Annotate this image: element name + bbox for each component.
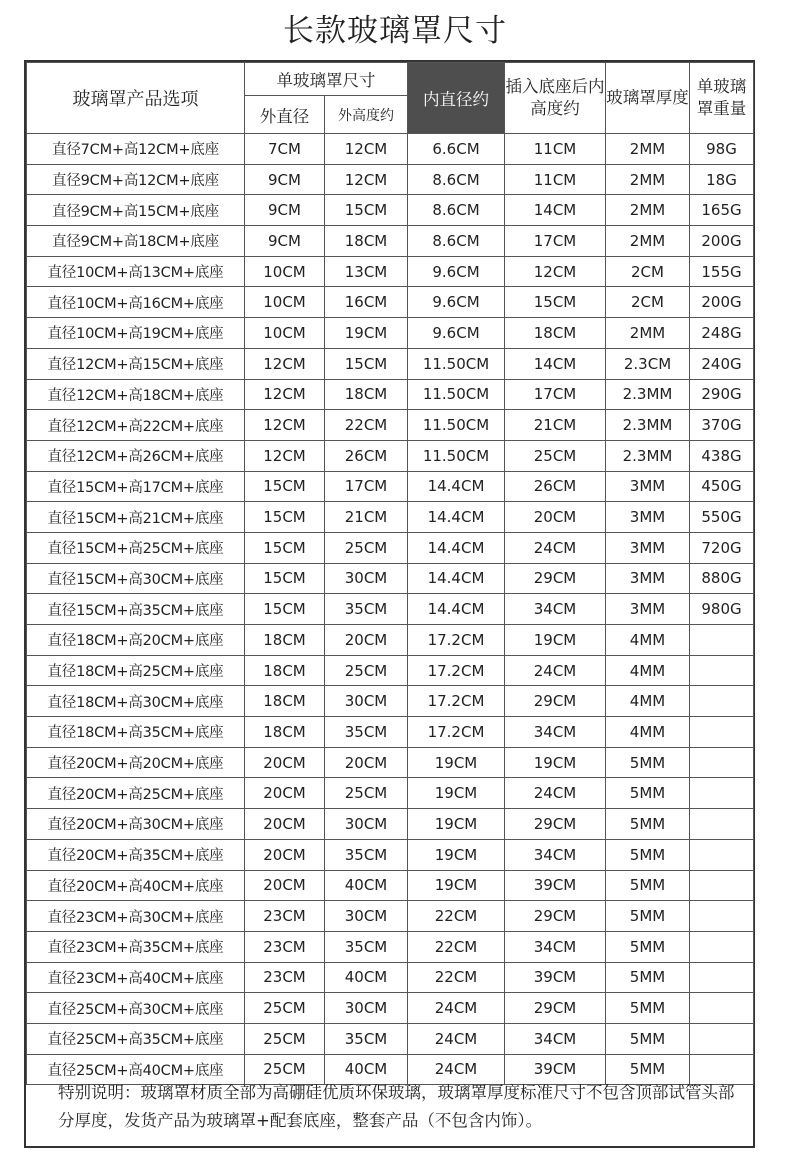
header-inner-height: 插入底座后内高度约 xyxy=(505,63,606,134)
header-weight: 单玻璃罩重量 xyxy=(690,63,754,134)
weight-cell xyxy=(690,686,754,717)
inner-height-cell: 26CM xyxy=(505,471,606,502)
table-row xyxy=(27,502,754,533)
inner-height-cell: 24CM xyxy=(505,778,606,809)
thickness-cell: 2MM xyxy=(606,226,690,257)
inner-height-cell: 29CM xyxy=(505,901,606,932)
option-cell: 直径7CM+高12CM+底座 xyxy=(27,134,245,165)
weight-cell: 450G xyxy=(690,471,754,502)
outer-height-cell: 30CM xyxy=(325,809,408,840)
inner-diameter-cell: 22CM xyxy=(408,901,505,932)
thickness-cell: 2CM xyxy=(606,287,690,318)
outer-height-cell: 35CM xyxy=(325,839,408,870)
option-cell: 直径9CM+高15CM+底座 xyxy=(27,195,245,226)
thickness-cell: 3MM xyxy=(606,594,690,625)
thickness-cell: 2MM xyxy=(606,195,690,226)
table-row xyxy=(27,655,754,686)
table-row xyxy=(27,134,754,165)
outer-height-cell: 30CM xyxy=(325,563,408,594)
table-row xyxy=(27,532,754,563)
thickness-cell: 5MM xyxy=(606,931,690,962)
option-cell: 直径25CM+高35CM+底座 xyxy=(27,1023,245,1054)
outer-diameter-cell: 20CM xyxy=(245,778,325,809)
weight-cell: 240G xyxy=(690,348,754,379)
outer-diameter-cell: 12CM xyxy=(245,379,325,410)
inner-height-cell: 14CM xyxy=(505,195,606,226)
weight-cell: 550G xyxy=(690,502,754,533)
option-cell: 直径12CM+高15CM+底座 xyxy=(27,348,245,379)
page-title: 长款玻璃罩尺寸 xyxy=(283,13,507,49)
outer-height-cell: 35CM xyxy=(325,1023,408,1054)
thickness-cell: 4MM xyxy=(606,686,690,717)
weight-cell xyxy=(690,1023,754,1054)
inner-diameter-cell: 17.2CM xyxy=(408,655,505,686)
table-row xyxy=(27,778,754,809)
outer-height-cell: 16CM xyxy=(325,287,408,318)
inner-height-cell: 34CM xyxy=(505,594,606,625)
inner-height-cell: 12CM xyxy=(505,256,606,287)
option-cell: 直径23CM+高40CM+底座 xyxy=(27,962,245,993)
thickness-cell: 2MM xyxy=(606,134,690,165)
outer-diameter-cell: 20CM xyxy=(245,809,325,840)
outer-height-cell: 35CM xyxy=(325,931,408,962)
inner-diameter-cell: 8.6CM xyxy=(408,164,505,195)
outer-diameter-cell: 7CM xyxy=(245,134,325,165)
inner-diameter-cell: 14.4CM xyxy=(408,502,505,533)
inner-diameter-cell: 24CM xyxy=(408,993,505,1024)
thickness-cell: 4MM xyxy=(606,717,690,748)
outer-height-cell: 18CM xyxy=(325,379,408,410)
table-row xyxy=(27,870,754,901)
outer-height-cell: 20CM xyxy=(325,625,408,656)
table-row xyxy=(27,686,754,717)
table-row xyxy=(27,195,754,226)
option-cell: 直径15CM+高25CM+底座 xyxy=(27,532,245,563)
thickness-cell: 3MM xyxy=(606,502,690,533)
outer-diameter-cell: 18CM xyxy=(245,717,325,748)
outer-diameter-cell: 20CM xyxy=(245,747,325,778)
weight-cell: 248G xyxy=(690,318,754,349)
thickness-cell: 2.3MM xyxy=(606,379,690,410)
inner-diameter-cell: 14.4CM xyxy=(408,471,505,502)
thickness-cell: 4MM xyxy=(606,655,690,686)
inner-diameter-cell: 19CM xyxy=(408,809,505,840)
inner-height-cell: 39CM xyxy=(505,962,606,993)
option-cell: 直径9CM+高12CM+底座 xyxy=(27,164,245,195)
inner-height-cell: 29CM xyxy=(505,686,606,717)
outer-diameter-cell: 18CM xyxy=(245,655,325,686)
thickness-cell: 5MM xyxy=(606,839,690,870)
header-outer-height: 外高度约 xyxy=(325,96,408,134)
inner-height-cell: 39CM xyxy=(505,1054,606,1085)
thickness-cell: 5MM xyxy=(606,1023,690,1054)
option-cell: 直径12CM+高22CM+底座 xyxy=(27,410,245,441)
outer-diameter-cell: 25CM xyxy=(245,1023,325,1054)
inner-height-cell: 18CM xyxy=(505,318,606,349)
outer-diameter-cell: 10CM xyxy=(245,287,325,318)
thickness-cell: 3MM xyxy=(606,563,690,594)
inner-height-cell: 19CM xyxy=(505,625,606,656)
weight-cell: 438G xyxy=(690,440,754,471)
inner-height-cell: 24CM xyxy=(505,532,606,563)
table-row xyxy=(27,256,754,287)
thickness-cell: 4MM xyxy=(606,625,690,656)
thickness-cell: 5MM xyxy=(606,962,690,993)
option-cell: 直径15CM+高35CM+底座 xyxy=(27,594,245,625)
thickness-cell: 3MM xyxy=(606,532,690,563)
outer-diameter-cell: 25CM xyxy=(245,1054,325,1085)
inner-height-cell: 39CM xyxy=(505,870,606,901)
option-cell: 直径15CM+高17CM+底座 xyxy=(27,471,245,502)
outer-diameter-cell: 9CM xyxy=(245,164,325,195)
outer-height-cell: 35CM xyxy=(325,717,408,748)
inner-height-cell: 19CM xyxy=(505,747,606,778)
weight-cell: 720G xyxy=(690,532,754,563)
table-row xyxy=(27,747,754,778)
weight-cell: 370G xyxy=(690,410,754,441)
weight-cell xyxy=(690,809,754,840)
table-row xyxy=(27,410,754,441)
outer-diameter-cell: 12CM xyxy=(245,348,325,379)
header-single-size: 单玻璃罩尺寸 xyxy=(245,63,408,96)
inner-diameter-cell: 19CM xyxy=(408,870,505,901)
table-row xyxy=(27,993,754,1024)
weight-cell xyxy=(690,901,754,932)
option-cell: 直径20CM+高35CM+底座 xyxy=(27,839,245,870)
inner-height-cell: 11CM xyxy=(505,134,606,165)
thickness-cell: 5MM xyxy=(606,901,690,932)
weight-cell xyxy=(690,931,754,962)
inner-height-cell: 29CM xyxy=(505,993,606,1024)
inner-diameter-cell: 19CM xyxy=(408,839,505,870)
thickness-cell: 2.3MM xyxy=(606,410,690,441)
inner-diameter-cell: 22CM xyxy=(408,962,505,993)
outer-diameter-cell: 15CM xyxy=(245,563,325,594)
outer-height-cell: 20CM xyxy=(325,747,408,778)
option-cell: 直径23CM+高35CM+底座 xyxy=(27,931,245,962)
option-cell: 直径9CM+高18CM+底座 xyxy=(27,226,245,257)
table-row xyxy=(27,287,754,318)
option-cell: 直径18CM+高30CM+底座 xyxy=(27,686,245,717)
outer-height-cell: 12CM xyxy=(325,164,408,195)
option-cell: 直径18CM+高20CM+底座 xyxy=(27,625,245,656)
inner-height-cell: 15CM xyxy=(505,287,606,318)
weight-cell xyxy=(690,962,754,993)
inner-height-cell: 17CM xyxy=(505,379,606,410)
option-cell: 直径20CM+高20CM+底座 xyxy=(27,747,245,778)
inner-height-cell: 34CM xyxy=(505,717,606,748)
weight-cell: 200G xyxy=(690,226,754,257)
inner-height-cell: 34CM xyxy=(505,1023,606,1054)
inner-diameter-cell: 19CM xyxy=(408,747,505,778)
inner-diameter-cell: 9.6CM xyxy=(408,256,505,287)
inner-diameter-cell: 9.6CM xyxy=(408,318,505,349)
outer-height-cell: 18CM xyxy=(325,226,408,257)
weight-cell xyxy=(690,839,754,870)
outer-height-cell: 30CM xyxy=(325,993,408,1024)
table-row xyxy=(27,164,754,195)
option-cell: 直径18CM+高25CM+底座 xyxy=(27,655,245,686)
inner-diameter-cell: 17.2CM xyxy=(408,686,505,717)
inner-diameter-cell: 11.50CM xyxy=(408,348,505,379)
outer-diameter-cell: 10CM xyxy=(245,256,325,287)
outer-height-cell: 40CM xyxy=(325,870,408,901)
outer-diameter-cell: 15CM xyxy=(245,532,325,563)
option-cell: 直径12CM+高26CM+底座 xyxy=(27,440,245,471)
option-cell: 直径12CM+高18CM+底座 xyxy=(27,379,245,410)
outer-height-cell: 26CM xyxy=(325,440,408,471)
inner-diameter-cell: 22CM xyxy=(408,931,505,962)
header-inner-diameter: 内直径约 xyxy=(408,63,505,134)
outer-diameter-cell: 23CM xyxy=(245,962,325,993)
inner-diameter-cell: 24CM xyxy=(408,1054,505,1085)
outer-diameter-cell: 9CM xyxy=(245,195,325,226)
outer-height-cell: 19CM xyxy=(325,318,408,349)
weight-cell xyxy=(690,717,754,748)
outer-height-cell: 40CM xyxy=(325,1054,408,1085)
option-cell: 直径15CM+高30CM+底座 xyxy=(27,563,245,594)
table-row xyxy=(27,839,754,870)
inner-diameter-cell: 17.2CM xyxy=(408,717,505,748)
size-table xyxy=(26,62,754,1085)
option-cell: 直径18CM+高35CM+底座 xyxy=(27,717,245,748)
weight-cell: 155G xyxy=(690,256,754,287)
outer-diameter-cell: 15CM xyxy=(245,471,325,502)
table-row xyxy=(27,471,754,502)
outer-diameter-cell: 15CM xyxy=(245,502,325,533)
inner-diameter-cell: 19CM xyxy=(408,778,505,809)
thickness-cell: 5MM xyxy=(606,747,690,778)
weight-cell: 98G xyxy=(690,134,754,165)
outer-height-cell: 15CM xyxy=(325,195,408,226)
thickness-cell: 2MM xyxy=(606,164,690,195)
weight-cell: 200G xyxy=(690,287,754,318)
special-note: 特别说明：玻璃罩材质全部为高硼硅优质环保玻璃，玻璃罩厚度标准尺寸不包含顶部试管头部分厚度，发货产品为玻璃罩+配套底座，整套产品（不包含内饰）。 xyxy=(58,1083,735,1130)
outer-height-cell: 21CM xyxy=(325,502,408,533)
option-cell: 直径25CM+高30CM+底座 xyxy=(27,993,245,1024)
weight-cell xyxy=(690,747,754,778)
thickness-cell: 3MM xyxy=(606,471,690,502)
outer-height-cell: 40CM xyxy=(325,962,408,993)
weight-cell xyxy=(690,993,754,1024)
table-row xyxy=(27,962,754,993)
option-cell: 直径20CM+高40CM+底座 xyxy=(27,870,245,901)
table-row xyxy=(27,717,754,748)
table-row xyxy=(27,625,754,656)
outer-height-cell: 13CM xyxy=(325,256,408,287)
outer-diameter-cell: 25CM xyxy=(245,993,325,1024)
option-cell: 直径10CM+高19CM+底座 xyxy=(27,318,245,349)
option-cell: 直径20CM+高25CM+底座 xyxy=(27,778,245,809)
table-row xyxy=(27,379,754,410)
thickness-cell: 2MM xyxy=(606,318,690,349)
thickness-cell: 5MM xyxy=(606,809,690,840)
inner-height-cell: 34CM xyxy=(505,931,606,962)
thickness-cell: 2.3MM xyxy=(606,440,690,471)
weight-cell: 980G xyxy=(690,594,754,625)
option-cell: 直径25CM+高40CM+底座 xyxy=(27,1054,245,1085)
weight-cell: 18G xyxy=(690,164,754,195)
header-option: 玻璃罩产品选项 xyxy=(27,63,245,134)
outer-height-cell: 30CM xyxy=(325,901,408,932)
outer-diameter-cell: 18CM xyxy=(245,686,325,717)
outer-diameter-cell: 9CM xyxy=(245,226,325,257)
table-row xyxy=(27,809,754,840)
outer-diameter-cell: 12CM xyxy=(245,440,325,471)
thickness-cell: 5MM xyxy=(606,870,690,901)
inner-diameter-cell: 8.6CM xyxy=(408,226,505,257)
outer-diameter-cell: 23CM xyxy=(245,931,325,962)
outer-height-cell: 22CM xyxy=(325,410,408,441)
inner-diameter-cell: 11.50CM xyxy=(408,379,505,410)
outer-height-cell: 25CM xyxy=(325,532,408,563)
thickness-cell: 5MM xyxy=(606,993,690,1024)
option-cell: 直径23CM+高30CM+底座 xyxy=(27,901,245,932)
table-row xyxy=(27,226,754,257)
weight-cell: 290G xyxy=(690,379,754,410)
option-cell: 直径10CM+高13CM+底座 xyxy=(27,256,245,287)
inner-height-cell: 29CM xyxy=(505,563,606,594)
inner-diameter-cell: 9.6CM xyxy=(408,287,505,318)
weight-cell xyxy=(690,655,754,686)
weight-cell: 165G xyxy=(690,195,754,226)
outer-height-cell: 12CM xyxy=(325,134,408,165)
inner-diameter-cell: 11.50CM xyxy=(408,410,505,441)
table-row xyxy=(27,440,754,471)
header-thickness: 玻璃罩厚度 xyxy=(606,63,690,134)
table-row xyxy=(27,1023,754,1054)
table-row xyxy=(27,318,754,349)
inner-diameter-cell: 8.6CM xyxy=(408,195,505,226)
inner-diameter-cell: 14.4CM xyxy=(408,532,505,563)
outer-diameter-cell: 10CM xyxy=(245,318,325,349)
option-cell: 直径20CM+高30CM+底座 xyxy=(27,809,245,840)
outer-height-cell: 30CM xyxy=(325,686,408,717)
inner-height-cell: 24CM xyxy=(505,655,606,686)
outer-diameter-cell: 18CM xyxy=(245,625,325,656)
inner-diameter-cell: 6.6CM xyxy=(408,134,505,165)
thickness-cell: 5MM xyxy=(606,1054,690,1085)
inner-diameter-cell: 24CM xyxy=(408,1023,505,1054)
thickness-cell: 5MM xyxy=(606,778,690,809)
table-row xyxy=(27,563,754,594)
inner-diameter-cell: 17.2CM xyxy=(408,625,505,656)
inner-diameter-cell: 11.50CM xyxy=(408,440,505,471)
inner-height-cell: 29CM xyxy=(505,809,606,840)
weight-cell xyxy=(690,870,754,901)
weight-cell xyxy=(690,778,754,809)
table-row xyxy=(27,901,754,932)
table-row xyxy=(27,931,754,962)
outer-height-cell: 15CM xyxy=(325,348,408,379)
inner-height-cell: 34CM xyxy=(505,839,606,870)
header-outer-diameter: 外直径 xyxy=(245,96,325,134)
outer-diameter-cell: 12CM xyxy=(245,410,325,441)
inner-height-cell: 20CM xyxy=(505,502,606,533)
weight-cell xyxy=(690,625,754,656)
outer-height-cell: 25CM xyxy=(325,778,408,809)
option-cell: 直径10CM+高16CM+底座 xyxy=(27,287,245,318)
outer-height-cell: 35CM xyxy=(325,594,408,625)
inner-diameter-cell: 14.4CM xyxy=(408,563,505,594)
option-cell: 直径15CM+高21CM+底座 xyxy=(27,502,245,533)
table-row xyxy=(27,348,754,379)
inner-height-cell: 25CM xyxy=(505,440,606,471)
table-row xyxy=(27,594,754,625)
outer-height-cell: 25CM xyxy=(325,655,408,686)
outer-diameter-cell: 20CM xyxy=(245,870,325,901)
thickness-cell: 2CM xyxy=(606,256,690,287)
outer-diameter-cell: 20CM xyxy=(245,839,325,870)
inner-height-cell: 11CM xyxy=(505,164,606,195)
weight-cell: 880G xyxy=(690,563,754,594)
outer-diameter-cell: 15CM xyxy=(245,594,325,625)
outer-diameter-cell: 23CM xyxy=(245,901,325,932)
inner-height-cell: 21CM xyxy=(505,410,606,441)
outer-height-cell: 17CM xyxy=(325,471,408,502)
thickness-cell: 2.3CM xyxy=(606,348,690,379)
inner-diameter-cell: 14.4CM xyxy=(408,594,505,625)
inner-height-cell: 17CM xyxy=(505,226,606,257)
inner-height-cell: 14CM xyxy=(505,348,606,379)
